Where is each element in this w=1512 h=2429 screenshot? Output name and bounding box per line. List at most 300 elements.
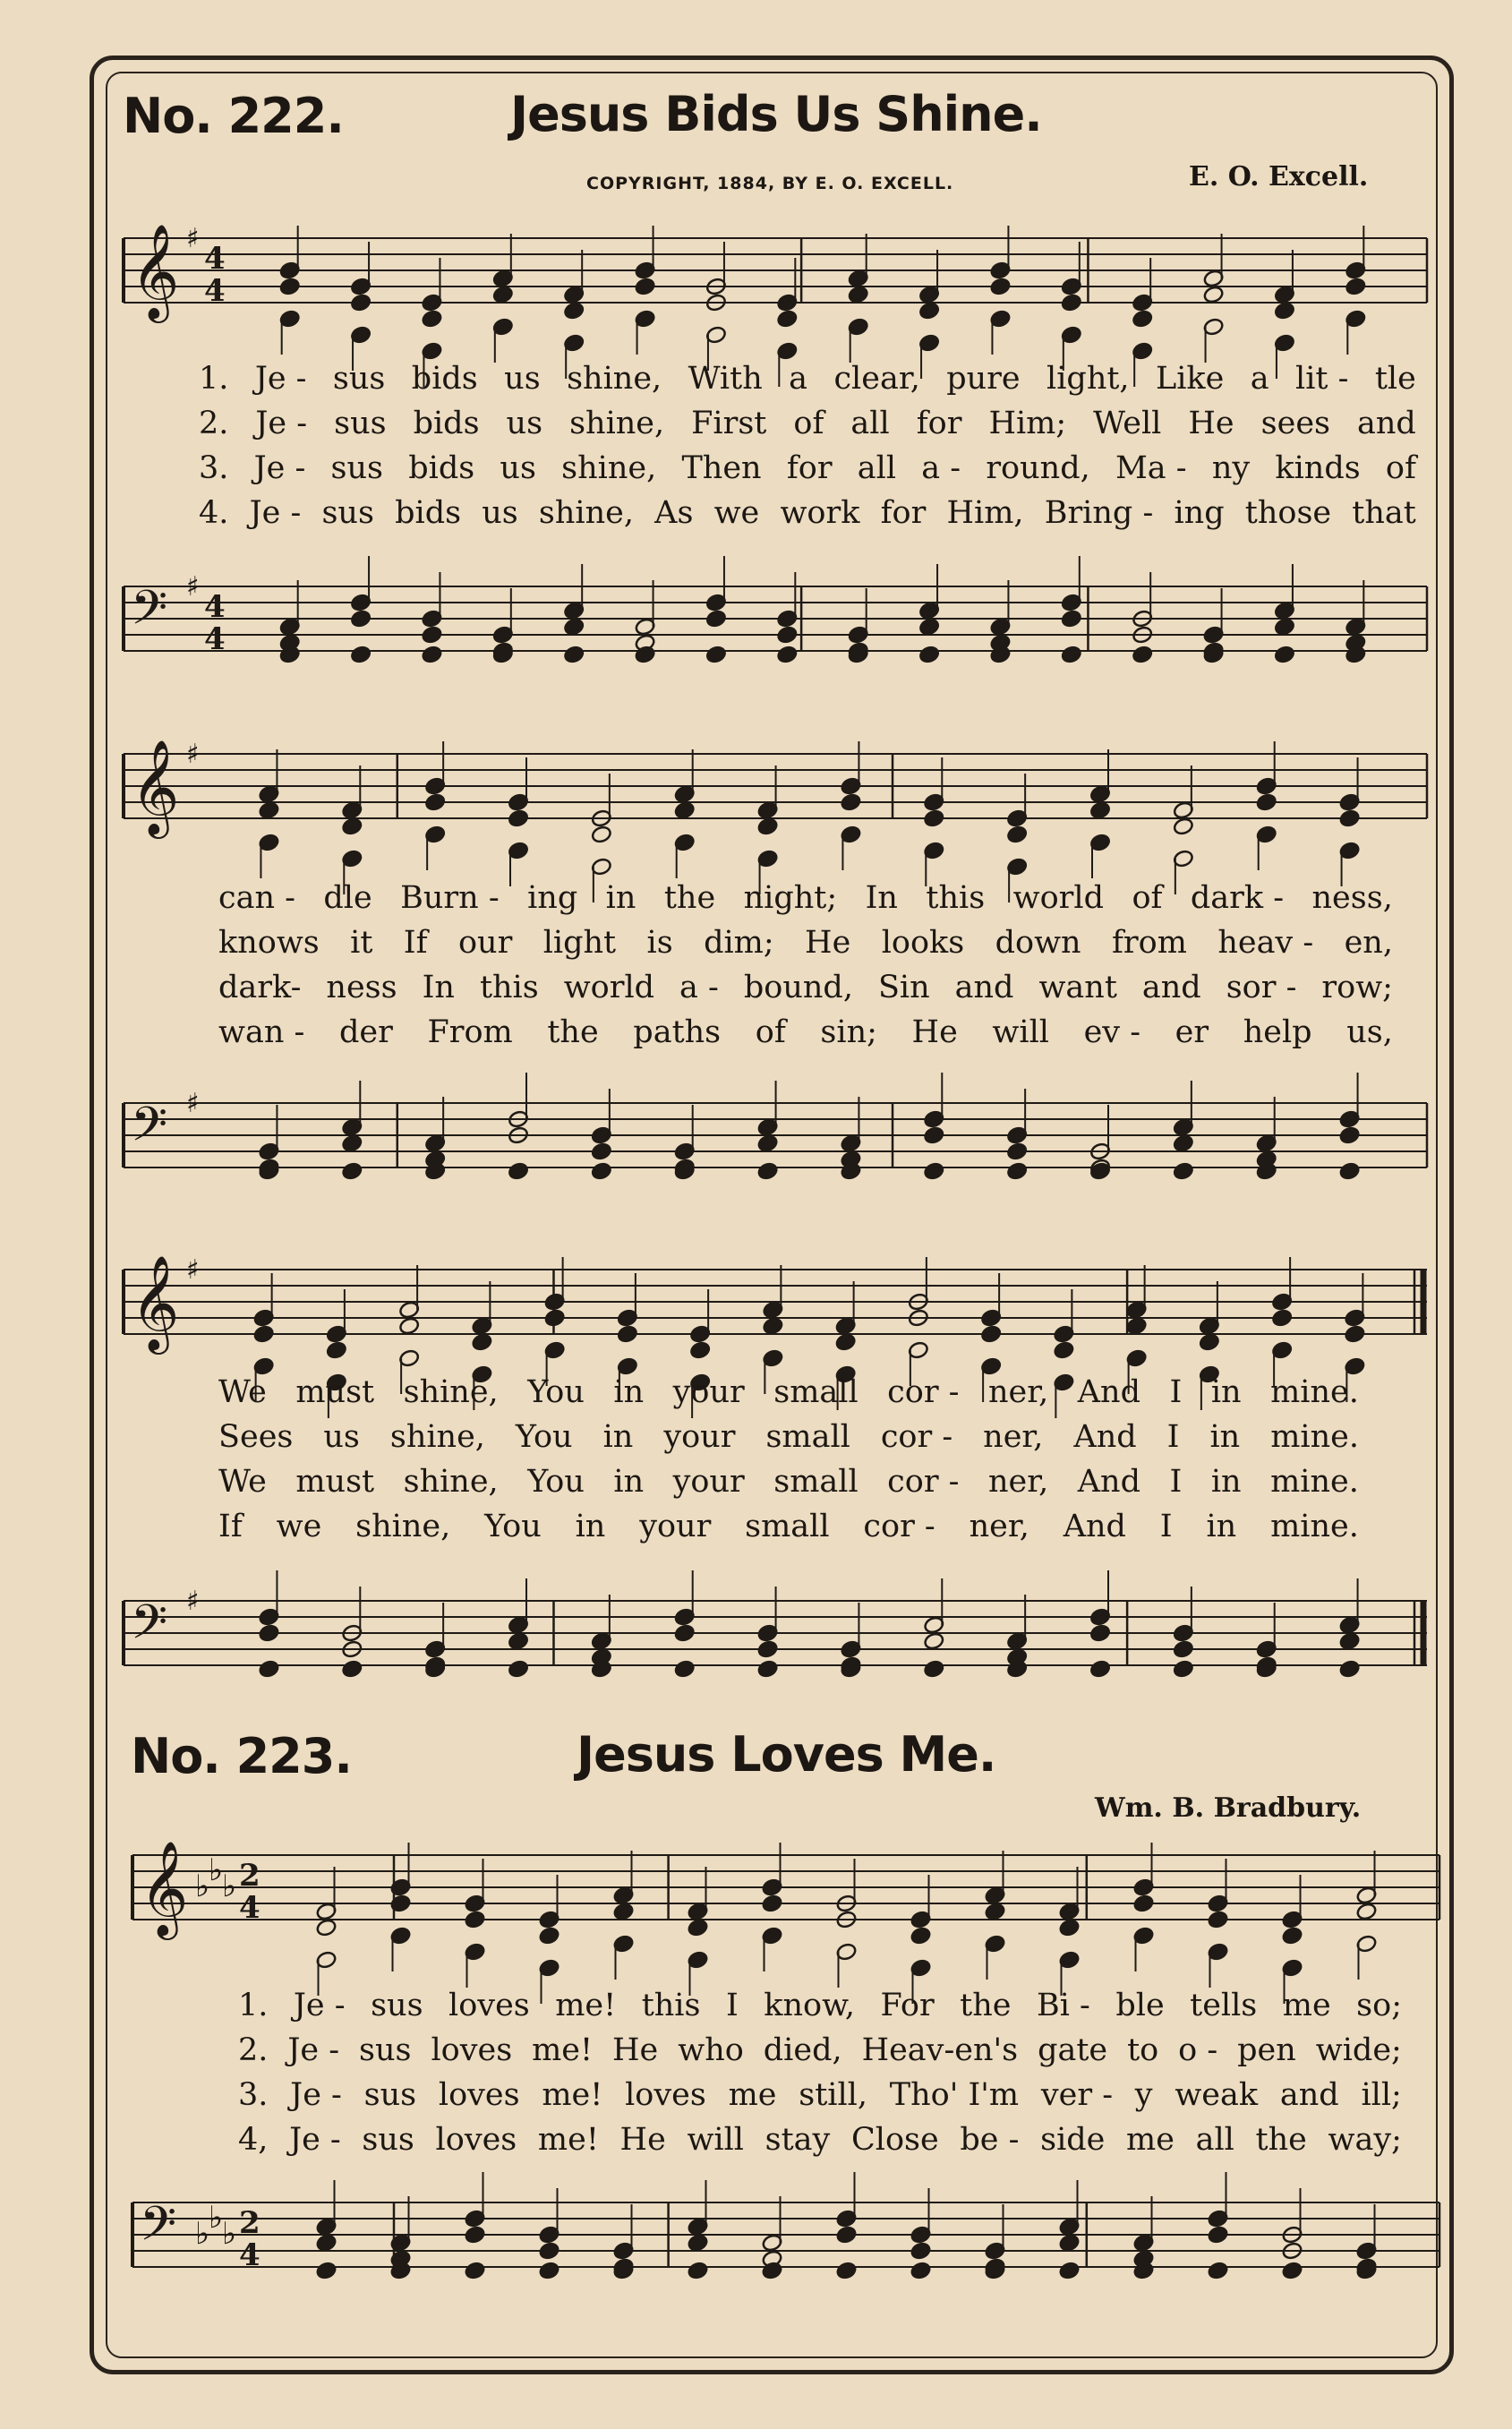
lyric-verse-line: [199, 450, 1416, 486]
note-head: [492, 285, 514, 304]
lyric-syllable: dark-: [218, 970, 302, 1005]
bass-clef-icon: 𝄢: [131, 1098, 168, 1164]
lyric-syllable: your: [672, 1374, 745, 1410]
time-signature-top: 4: [204, 589, 226, 625]
lyric-syllable: shine,: [569, 406, 665, 441]
treble-staff-system-2: [124, 736, 1427, 870]
note-head: [835, 2261, 857, 2279]
note-head: [315, 1918, 337, 1937]
lyric-syllable: down: [995, 925, 1081, 961]
note-head: [1338, 808, 1360, 827]
note-head: [1132, 1894, 1154, 1912]
lyric-syllable: in: [1209, 1419, 1241, 1455]
note-head: [687, 2261, 708, 2279]
lyric-syllable: Sin: [877, 970, 930, 1005]
note-head: [1006, 1161, 1028, 1180]
lyric-syllable: 4,: [238, 2122, 269, 2158]
sharp-icon: ♯: [186, 1586, 200, 1617]
hymn-222-title: Jesus Bids Us Shine.: [510, 86, 1042, 142]
lyric-syllable: in: [602, 1419, 634, 1455]
lyric-syllable: shine,: [538, 495, 634, 531]
lyric-syllable: You: [527, 1374, 585, 1410]
note-head: [279, 277, 301, 295]
lyric-syllable: ing: [527, 880, 578, 916]
lyric-syllable: this: [641, 1988, 701, 2023]
lyric-verse-line: [238, 2077, 1402, 2113]
bass-clef-icon: 𝄢: [140, 2197, 177, 2263]
hymn-223-number: No. 223.: [131, 1728, 352, 1784]
flat-icon: ♭: [222, 2216, 237, 2252]
note-head: [617, 1324, 638, 1343]
note-head: [538, 1926, 560, 1945]
note-head: [1061, 293, 1082, 312]
lyric-syllable: me!: [537, 2122, 599, 2158]
note-head: [923, 1631, 944, 1650]
note-head: [1089, 1623, 1111, 1642]
lyric-syllable: we: [713, 495, 760, 531]
note-head: [989, 277, 1011, 295]
note-head: [1173, 1133, 1194, 1152]
note-head: [1338, 1125, 1360, 1144]
lyric-syllable: He: [1188, 406, 1234, 441]
lyric-syllable: pen: [1237, 2032, 1296, 2068]
note-head: [508, 1161, 529, 1180]
lyric-syllable: shine,: [403, 1464, 499, 1500]
note-head: [591, 1142, 612, 1160]
lyric-syllable: Je -: [293, 1988, 346, 2023]
lyric-syllable: gate: [1038, 2032, 1108, 2068]
lyric-syllable: sus: [332, 361, 386, 397]
flat-icon: ♭: [209, 1852, 224, 1888]
lyric-syllable: cor -: [887, 1464, 960, 1500]
note-head: [508, 1659, 529, 1678]
lyric-syllable: ble: [1115, 1988, 1165, 2023]
lyric-syllable: ing: [1174, 495, 1225, 531]
lyric-syllable: died,: [763, 2032, 842, 2068]
lyric-syllable: If: [403, 925, 428, 961]
lyric-syllable: sus: [362, 2122, 414, 2158]
flat-icon: ♭: [209, 2200, 224, 2236]
bass-staff-system-1: [124, 571, 1427, 667]
lyric-syllable: I: [1169, 1374, 1183, 1410]
time-signature-top: 2: [239, 1858, 261, 1894]
bass-staff-hymn-223: [132, 2194, 1439, 2283]
lyric-syllable: way;: [1328, 2122, 1402, 2158]
lyric-syllable: From: [427, 1014, 513, 1050]
bass-clef-icon: 𝄢: [131, 581, 168, 647]
note-head: [315, 2233, 337, 2252]
sharp-icon: ♯: [186, 1254, 200, 1286]
lyric-syllable: small: [765, 1419, 850, 1455]
note-head: [756, 1659, 778, 1678]
note-head: [350, 645, 372, 663]
note-head: [1006, 1142, 1028, 1160]
note-head: [1202, 285, 1224, 304]
lyric-syllable: As: [654, 495, 694, 531]
flat-icon: ♭: [195, 2216, 210, 2252]
bass-staff-system-3: [124, 1586, 1427, 1681]
lyric-syllable: me: [1126, 2122, 1175, 2158]
note-head: [918, 301, 940, 320]
note-head: [634, 277, 655, 295]
lyric-syllable: a: [1250, 361, 1269, 397]
lyric-syllable: I: [1166, 1419, 1180, 1455]
note-head: [538, 2241, 560, 2260]
lyric-syllable: our: [457, 925, 513, 961]
lyric-syllable: You: [515, 1419, 573, 1455]
lyric-syllable: mine.: [1270, 1509, 1359, 1544]
lyric-verse-line: [218, 925, 1393, 961]
note-head: [398, 1316, 420, 1335]
note-head: [1126, 1316, 1148, 1335]
lyric-syllable: cor -: [863, 1509, 935, 1544]
lyric-syllable: We: [218, 1464, 267, 1500]
note-head: [1355, 1902, 1377, 1920]
lyric-syllable: I: [1159, 1509, 1173, 1544]
lyric-syllable: Ma -: [1115, 450, 1187, 486]
note-head: [1058, 1918, 1080, 1937]
lyric-syllable: I: [1169, 1464, 1183, 1500]
lyric-syllable: to: [1127, 2032, 1159, 2068]
note-head: [1132, 645, 1153, 663]
lyric-syllable: ny: [1211, 450, 1251, 486]
note-head: [1061, 645, 1082, 663]
lyric-syllable: And: [1077, 1374, 1141, 1410]
lyric-syllable: Je -: [254, 361, 307, 397]
lyric-syllable: know,: [764, 1988, 856, 2023]
lyric-syllable: en,: [1344, 925, 1393, 961]
lyric-syllable: tells: [1190, 1988, 1258, 2023]
lyric-syllable: Je -: [289, 2122, 341, 2158]
note-head: [326, 1340, 347, 1359]
note-head: [923, 1125, 944, 1144]
note-head: [762, 1316, 783, 1335]
lyric-syllable: for: [880, 495, 927, 531]
lyric-syllable: ner,: [969, 1509, 1029, 1544]
lyric-syllable: loves: [448, 1988, 530, 2023]
lyric-syllable: bids: [395, 495, 462, 531]
lyric-syllable: your: [639, 1509, 712, 1544]
lyric-syllable: ner,: [988, 1464, 1049, 1500]
note-head: [689, 1340, 711, 1359]
lyric-syllable: sus: [334, 406, 387, 441]
note-head: [761, 1894, 782, 1912]
lyric-syllable: a: [789, 361, 808, 397]
note-head: [421, 645, 442, 663]
note-head: [1338, 1631, 1360, 1650]
lyric-syllable: will: [687, 2122, 744, 2158]
lyric-syllable: bound,: [743, 970, 853, 1005]
lyric-syllable: And: [1073, 1419, 1137, 1455]
lyric-syllable: 3.: [199, 450, 229, 486]
lyric-syllable: stay: [765, 2122, 831, 2158]
note-head: [840, 792, 861, 811]
lyric-syllable: a -: [921, 450, 961, 486]
lyric-syllable: kinds: [1275, 450, 1361, 486]
note-head: [687, 2233, 708, 2252]
note-head: [424, 792, 446, 811]
time-signature-top: 4: [204, 241, 226, 277]
note-head: [591, 825, 612, 843]
lyric-syllable: Je -: [287, 2032, 340, 2068]
lyric-syllable: sus: [371, 1988, 423, 2023]
lyric-syllable: Heav-en's: [861, 2032, 1019, 2068]
note-head: [923, 808, 944, 827]
treble-staff-system-3: [124, 1252, 1427, 1386]
lyric-syllable: ver -: [1040, 2077, 1114, 2113]
lyric-syllable: for: [916, 406, 962, 441]
lyric-syllable: And: [1063, 1509, 1126, 1544]
note-head: [1207, 2261, 1228, 2279]
lyric-syllable: for: [786, 450, 833, 486]
lyric-syllable: dle: [323, 880, 372, 916]
lyric-syllable: ner,: [983, 1419, 1044, 1455]
note-head: [258, 1623, 279, 1642]
lyric-syllable: sees: [1260, 406, 1330, 441]
lyric-syllable: will: [992, 1014, 1049, 1050]
lyric-syllable: ner,: [988, 1374, 1049, 1410]
lyric-syllable: in: [1206, 1509, 1237, 1544]
lyric-syllable: loves: [431, 2032, 513, 2068]
lyric-syllable: this: [479, 970, 539, 1005]
note-head: [508, 1631, 529, 1650]
lyric-syllable: Burn -: [400, 880, 500, 916]
lyric-syllable: us: [482, 495, 518, 531]
note-head: [923, 1659, 944, 1678]
time-signature-bottom: 4: [239, 1890, 261, 1926]
lyric-syllable: Him,: [946, 495, 1024, 531]
lyric-syllable: pure: [946, 361, 1021, 397]
lyric-syllable: bids: [408, 450, 475, 486]
note-head: [980, 1324, 1002, 1343]
hymn-222-copyright: COPYRIGHT, 1884, BY E. O. EXCELL.: [586, 174, 954, 193]
lyric-syllable: shine,: [403, 1374, 499, 1410]
note-head: [1344, 1324, 1365, 1343]
note-head: [756, 817, 778, 835]
note-head: [1281, 2261, 1303, 2279]
lyric-syllable: the: [547, 1014, 599, 1050]
lyric-syllable: Well: [1093, 406, 1162, 441]
lyric-syllable: He: [805, 925, 851, 961]
lyric-syllable: 3.: [238, 2077, 269, 2113]
lyric-syllable: weak: [1175, 2077, 1259, 2113]
lyric-syllable: You: [484, 1509, 542, 1544]
hymn-223-composer: Wm. B. Bradbury.: [1095, 1792, 1362, 1824]
lyric-syllable: us: [506, 406, 543, 441]
time-signature-bottom: 4: [204, 621, 226, 657]
lyric-syllable: a -: [679, 970, 719, 1005]
note-head: [421, 309, 442, 328]
flat-icon: ♭: [195, 1869, 210, 1904]
lyric-syllable: You: [527, 1464, 585, 1500]
lyric-syllable: your: [672, 1464, 745, 1500]
lyric-syllable: I: [725, 1988, 739, 2023]
lyric-syllable: who: [678, 2032, 744, 2068]
lyric-syllable: of: [1385, 450, 1416, 486]
lyric-syllable: your: [663, 1419, 736, 1455]
lyric-syllable: work: [780, 495, 860, 531]
note-head: [1089, 1659, 1111, 1678]
treble-clef-icon: 𝄞: [131, 223, 180, 319]
lyric-verse-line: [218, 1419, 1359, 1455]
lyric-syllable: shine,: [567, 361, 662, 397]
lyric-verse-line: [199, 406, 1416, 441]
note-head: [591, 1161, 612, 1180]
treble-clef-icon: 𝄞: [140, 1840, 189, 1936]
lyric-syllable: in: [1210, 1464, 1242, 1500]
note-head: [1006, 825, 1028, 843]
lyric-syllable: cor -: [887, 1374, 960, 1410]
lyric-syllable: must: [295, 1464, 375, 1500]
note-head: [910, 2241, 931, 2260]
lyric-syllable: Bring -: [1044, 495, 1154, 531]
note-head: [1274, 645, 1295, 663]
treble-staff-system-1: [124, 220, 1427, 355]
lyric-syllable: ness: [326, 970, 397, 1005]
lyric-syllable: knows: [218, 925, 320, 961]
note-head: [705, 609, 727, 628]
lyric-syllable: Sees: [218, 1419, 294, 1455]
note-head: [464, 2261, 485, 2279]
note-head: [1199, 1332, 1220, 1351]
note-head: [341, 817, 363, 835]
lyric-syllable: In: [865, 880, 898, 916]
lyric-syllable: Je -: [249, 495, 302, 531]
lyric-syllable: row;: [1321, 970, 1393, 1005]
lyric-syllable: sus: [363, 2077, 417, 2113]
note-head: [848, 285, 869, 304]
lyric-syllable: He: [911, 1014, 958, 1050]
lyric-syllable: all: [850, 406, 890, 441]
note-head: [508, 808, 529, 827]
lyric-syllable: in: [613, 1374, 645, 1410]
lyric-syllable: sor -: [1226, 970, 1297, 1005]
note-head: [421, 625, 442, 644]
lyric-syllable: Like: [1155, 361, 1225, 397]
lyric-syllable: 4.: [199, 495, 229, 531]
lyric-syllable: Then: [681, 450, 762, 486]
note-head: [350, 609, 372, 628]
lyric-syllable: us: [504, 361, 541, 397]
lyric-syllable: shine,: [389, 1419, 485, 1455]
lyric-syllable: of: [1132, 880, 1163, 916]
lyric-syllable: cor -: [880, 1419, 953, 1455]
lyric-syllable: clear,: [833, 361, 920, 397]
lyric-syllable: heav -: [1217, 925, 1314, 961]
note-head: [1271, 1308, 1293, 1327]
lyric-syllable: wide;: [1315, 2032, 1402, 2068]
lyric-syllable: us: [323, 1419, 360, 1455]
lyric-verse-line: [218, 880, 1393, 916]
lyric-syllable: of: [793, 406, 824, 441]
note-head: [464, 2225, 485, 2244]
note-head: [705, 645, 727, 663]
lyric-verse-line: [218, 1464, 1359, 1500]
note-head: [612, 1902, 634, 1920]
lyric-syllable: bids: [411, 361, 478, 397]
note-head: [471, 1332, 492, 1351]
lyric-syllable: world: [563, 970, 655, 1005]
lyric-syllable: can -: [218, 880, 295, 916]
note-head: [1053, 1340, 1074, 1359]
lyric-syllable: lit -: [1295, 361, 1349, 397]
lyric-syllable: side: [1040, 2122, 1106, 2158]
time-signature-bottom: 4: [239, 2237, 261, 2273]
hymn-222-composer: E. O. Excell.: [1189, 161, 1369, 192]
lyric-syllable: Je -: [290, 2077, 342, 2113]
note-head: [1281, 1926, 1303, 1945]
note-head: [1061, 609, 1082, 628]
hymn-223-title: Jesus Loves Me.: [577, 1726, 996, 1783]
lyric-syllable: and: [1141, 970, 1201, 1005]
lyric-syllable: dim;: [704, 925, 774, 961]
lyric-syllable: ev -: [1083, 1014, 1141, 1050]
lyric-syllable: dark -: [1190, 880, 1285, 916]
note-head: [756, 1639, 778, 1658]
note-head: [910, 1926, 931, 1945]
lyric-syllable: me!: [542, 2077, 603, 2113]
lyric-syllable: er: [1175, 1014, 1209, 1050]
lyric-syllable: ill;: [1361, 2077, 1402, 2113]
note-head: [350, 293, 372, 312]
note-head: [674, 800, 696, 819]
lyric-syllable: in: [613, 1464, 645, 1500]
lyric-syllable: For: [880, 1988, 935, 2023]
lyric-syllable: world: [1012, 880, 1104, 916]
lyric-syllable: us,: [1346, 1014, 1393, 1050]
lyric-syllable: all: [1195, 2122, 1234, 2158]
lyric-verse-line: [199, 495, 1416, 531]
note-head: [1058, 2261, 1080, 2279]
note-head: [1338, 1659, 1360, 1678]
note-head: [1274, 617, 1295, 636]
lyric-syllable: must: [295, 1374, 375, 1410]
note-head: [1274, 301, 1295, 320]
lyric-syllable: light: [542, 925, 617, 961]
note-head: [776, 625, 798, 644]
note-head: [258, 1659, 279, 1678]
lyric-syllable: light,: [1046, 361, 1130, 397]
time-signature-bottom: 4: [204, 273, 226, 309]
lyric-syllable: paths: [633, 1014, 722, 1050]
lyric-verse-line: [218, 1509, 1359, 1544]
lyric-syllable: 2.: [238, 2032, 269, 2068]
note-head: [544, 1308, 566, 1327]
bass-clef-icon: 𝄢: [131, 1595, 168, 1662]
lyric-syllable: those: [1244, 495, 1332, 531]
note-head: [923, 1161, 944, 1180]
lyric-syllable: o -: [1178, 2032, 1218, 2068]
note-head: [1132, 309, 1153, 328]
note-head: [563, 617, 585, 636]
note-head: [835, 2225, 857, 2244]
lyric-syllable: With: [688, 361, 763, 397]
lyric-syllable: shine,: [355, 1509, 451, 1544]
lyric-syllable: First: [691, 406, 767, 441]
note-head: [464, 1910, 485, 1929]
lyric-syllable: be -: [960, 2122, 1020, 2158]
lyric-syllable: tle: [1374, 361, 1416, 397]
lyric-syllable: In: [422, 970, 455, 1005]
note-head: [1089, 800, 1111, 819]
lyric-syllable: 1.: [199, 361, 229, 397]
lyric-syllable: we: [276, 1509, 322, 1544]
lyric-syllable: Je -: [253, 450, 306, 486]
lyric-syllable: sus: [321, 495, 374, 531]
lyric-syllable: and: [1279, 2077, 1339, 2113]
lyric-verse-line: [199, 361, 1416, 397]
note-head: [674, 1659, 696, 1678]
